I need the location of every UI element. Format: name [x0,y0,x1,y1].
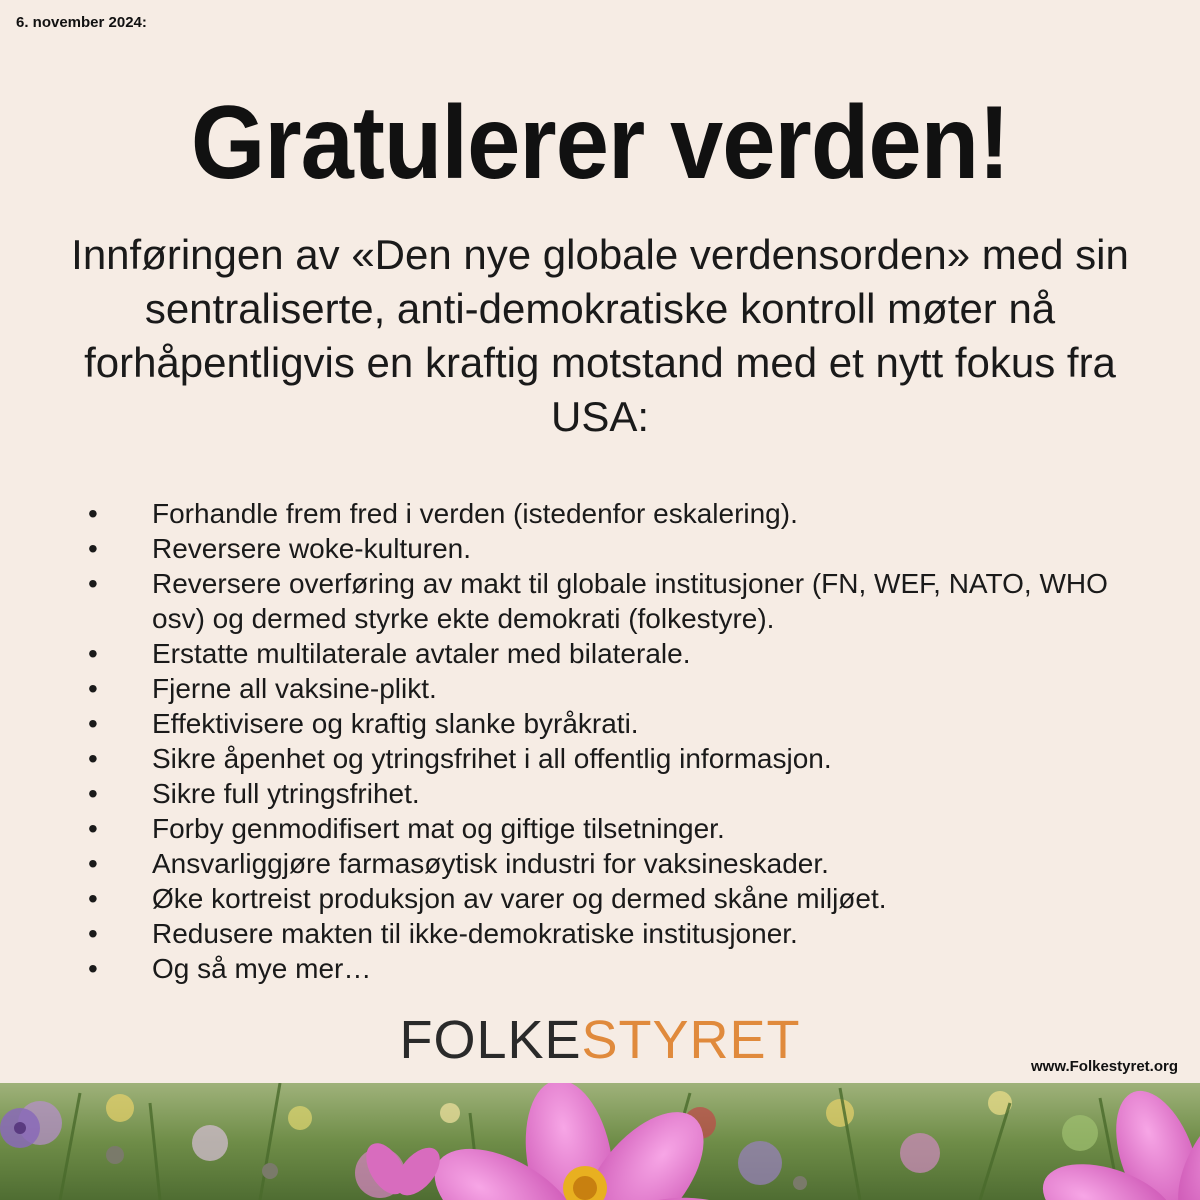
bullet-icon: • [88,848,98,879]
list-item [88,566,1138,636]
bullet-icon: • [88,883,98,914]
bullet-icon: • [88,953,98,984]
bullet-icon: • [88,568,98,599]
list-item-text: Øke kortreist produksjon av varer og dermed skåne miljøet. [152,883,887,914]
bullet-icon: • [88,673,98,704]
headline: Gratulerer verden! [190,85,1010,201]
list-item-text: Erstatte multilaterale avtaler med bilaterale. [152,638,691,669]
bullet-icon: • [88,778,98,809]
list-item [88,671,1138,706]
bullet-icon: • [88,638,98,669]
list-item-text: Reversere woke-kulturen. [152,533,472,564]
list-item [88,741,1138,776]
list-item [88,811,1138,846]
logo-part-folke: FOLKE [399,1010,582,1070]
list-item-text: Ansvarliggjøre farmasøytisk industri for vaksineskader. [152,848,829,879]
list-item [88,916,1138,951]
bullet-icon: • [88,813,98,844]
folkestyret-logo [0,1010,1200,1070]
list-item [88,951,1138,986]
list-item [88,881,1138,916]
list-item-text: Fjerne all vaksine-plikt. [152,673,437,704]
list-item [88,776,1138,811]
list-item [88,706,1138,741]
list-item-text: Effektivisere og kraftig slanke byråkrati. [152,708,639,739]
website-url: www.Folkestyret.org [1031,1058,1178,1075]
bullet-icon: • [88,918,98,949]
logo-part-styret: STYRET [581,1010,801,1070]
intro-paragraph: Innføringen av «Den nye globale verdensorden» med sin sentraliserte, anti-demokratiske kontroll møter nå forhåpentligvis en kraftig motstand med et nytt fokus fra USA: [71,231,1129,440]
bullet-icon: • [88,498,98,529]
list-item-text: Reversere overføring av makt til globale institusjoner (FN, WEF, NATO, WHO osv) og dermed styrke ekte demokrati (folkestyre). [152,568,1108,634]
date-label: 6. november 2024: [16,14,147,31]
flower-meadow-image [0,1083,1200,1200]
bullet-icon: • [88,743,98,774]
list-item-text: Forby genmodifisert mat og giftige tilsetninger. [152,813,725,844]
bullet-icon: • [88,708,98,739]
list-item [88,496,1138,531]
list-item [88,531,1138,566]
list-item-text: Redusere makten til ikke-demokratiske institusjoner. [152,918,798,949]
list-item-text: Sikre full ytringsfrihet. [152,778,420,809]
bullet-icon: • [88,533,98,564]
list-item [88,846,1138,881]
list-item [88,636,1138,671]
bullet-list [88,496,1138,986]
list-item-text: Sikre åpenhet og ytringsfrihet i all offentlig informasjon. [152,743,832,774]
list-item-text: Og så mye mer… [152,953,372,984]
list-item-text: Forhandle frem fred i verden (istedenfor eskalering). [152,498,798,529]
